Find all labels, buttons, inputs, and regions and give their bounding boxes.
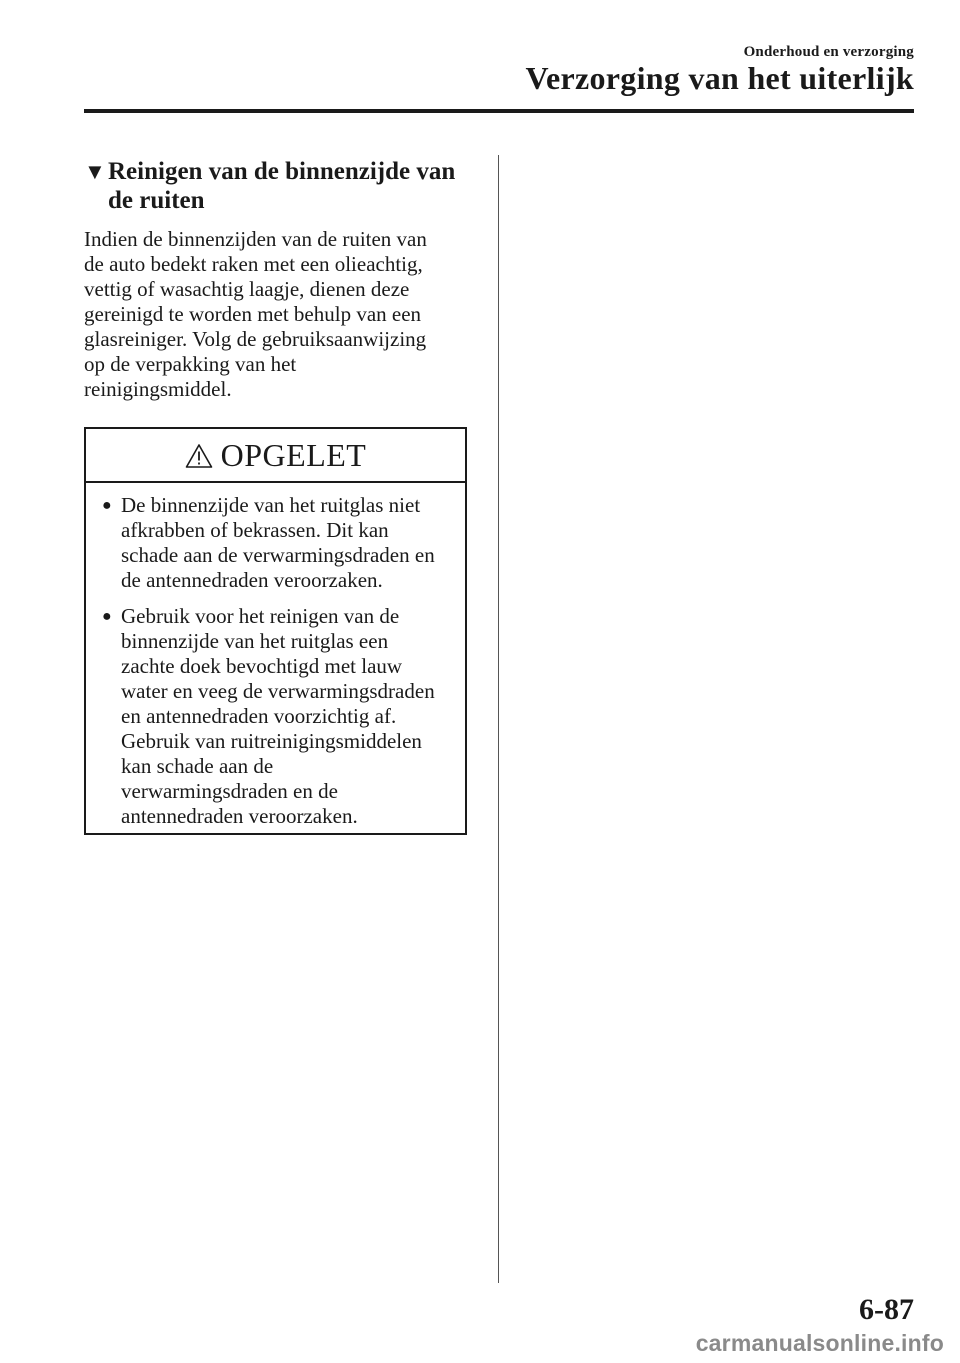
caution-item (86, 493, 465, 593)
caution-header (86, 429, 465, 483)
body-line: glasreiniger. Volg de gebruiksaanwijzing (84, 327, 427, 351)
caution-line: Gebruik van ruitreinigingsmiddelen (121, 729, 422, 753)
caution-list (86, 483, 465, 829)
watermark: carmanualsonline.info (695, 1330, 944, 1356)
caution-line: kan schade aan de (121, 754, 274, 778)
section-heading-text: Reinigen van de binnenzijde van de ruiten (108, 158, 456, 214)
body-line: vettig of wasachtig laagje, dienen deze (84, 277, 410, 301)
bullet-icon: ● (102, 608, 112, 625)
caution-label: OPGELET (220, 436, 367, 473)
section-heading (84, 157, 474, 215)
caution-line: afkrabben of bekrassen. Dit kan (121, 518, 389, 542)
caution-line: binnenzijde van het ruitglas een (121, 629, 389, 653)
body-paragraph (84, 227, 484, 402)
page-title: Verzorging van het uiterlijk (525, 60, 914, 96)
caution-line: de antennedraden veroorzaken. (121, 568, 383, 592)
caution-line: zachte doek bevochtigd met lauw (121, 654, 403, 678)
header-rule (84, 109, 914, 113)
body-line: reinigingsmiddel. (84, 377, 232, 401)
caution-line: verwarmingsdraden en de (121, 779, 338, 803)
caution-line: en antennedraden voorzichtig af. (121, 704, 397, 728)
warning-triangle-icon (185, 443, 213, 469)
caution-box (84, 427, 467, 835)
caution-line: De binnenzijde van het ruitglas niet (121, 493, 421, 517)
body-line: op de verpakking van het (84, 352, 297, 376)
chapter-label: Onderhoud en verzorging (743, 44, 914, 60)
body-line: gereinigd te worden met behulp van een (84, 302, 422, 326)
triangle-marker-icon: ▼ (84, 159, 106, 184)
body-line: Indien de binnenzijden van de ruiten van (84, 227, 427, 251)
caution-line: water en veeg de verwarmingsdraden (121, 679, 435, 703)
column-divider (498, 155, 499, 1283)
caution-line: schade aan de verwarmingsdraden en (121, 543, 435, 567)
caution-item (86, 604, 465, 829)
caution-line: Gebruik voor het reinigen van de (121, 604, 400, 628)
caution-line: antennedraden veroorzaken. (121, 804, 358, 828)
page-number: 6-87 (859, 1293, 914, 1326)
bullet-icon: ● (102, 497, 112, 514)
body-line: de auto bedekt raken met een olieachtig, (84, 252, 423, 276)
